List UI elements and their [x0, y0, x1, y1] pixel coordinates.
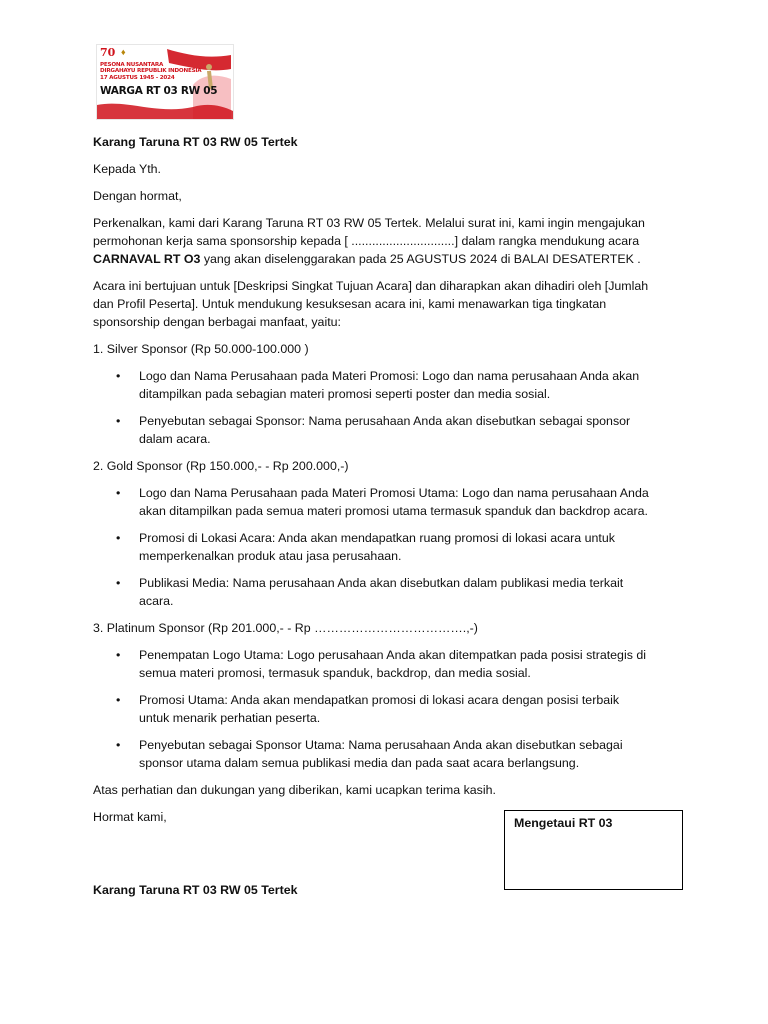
purpose-line: dan Profil Peserta]. Untuk mendukung kesuksesan acara ini, kami menawarkan tiga tingkatan: [93, 297, 607, 311]
benefit-line: Penempatan Logo Utama: Logo perusahaan Anda akan ditempatkan pada posisi strategis di: [139, 648, 646, 662]
tier-heading: 1. Silver Sponsor (Rp 50.000-100.000 ): [93, 342, 309, 356]
intro-line: permohonan kerja sama sponsorship kepada [ ..............................] dalam rangka mendukung acara: [93, 234, 640, 248]
approval-box: [504, 810, 683, 890]
benefit-line: acara.: [139, 594, 174, 608]
benefit-line: akan ditampilkan pada semua materi promosi utama termasuk spanduk dan backdrop acara.: [139, 504, 648, 518]
list-item: [93, 412, 678, 448]
tier-heading: 3. Platinum Sponsor (Rp 201.000,- - Rp ……………………………….,-): [93, 621, 478, 635]
benefit-line: semua materi promosi, termasuk spanduk, backdrop, dan media sosial.: [139, 666, 531, 680]
benefit-line: sponsor utama dalam semua publikasi media dan pada saat acara berlangsung.: [139, 756, 580, 770]
bullet-icon: •: [116, 414, 121, 428]
purpose-line: Acara ini bertujuan untuk [Deskripsi Singkat Tujuan Acara] dan diharapkan akan dihadiri oleh [Jumlah: [93, 279, 649, 293]
bullet-icon: •: [116, 738, 121, 752]
anniversary-logo: 70: [100, 46, 116, 59]
tier-heading: 2. Gold Sponsor (Rp 150.000,- - Rp 200.000,-): [93, 459, 349, 473]
bullet-icon: •: [116, 486, 121, 500]
signature-org: Karang Taruna RT 03 RW 05 Tertek: [93, 883, 298, 897]
tier-benefit-list: [93, 484, 678, 610]
bullet-icon: •: [116, 369, 121, 383]
list-item: [93, 646, 678, 682]
benefit-line: Logo dan Nama Perusahaan pada Materi Promosi: Logo dan nama perusahaan Anda akan: [139, 369, 640, 383]
closing-line: Atas perhatian dan dukungan yang diberikan, kami ucapkan terima kasih.: [93, 783, 496, 797]
regards-line: Hormat kami,: [93, 810, 167, 824]
tier-benefit-list: [93, 646, 678, 772]
recipient-line: Kepada Yth.: [93, 162, 161, 176]
bullet-icon: •: [116, 648, 121, 662]
event-banner: [96, 44, 234, 120]
bullet-icon: •: [116, 576, 121, 590]
garuda-emblem-icon: ♦: [121, 47, 126, 57]
event-name: CARNAVAL RT O3: [93, 252, 201, 266]
banner-line-date: 17 AGUSTUS 1945 - 2024: [100, 75, 175, 81]
purpose-paragraph: [93, 277, 678, 331]
tier-benefit-list: [93, 367, 678, 448]
benefit-line: Penyebutan sebagai Sponsor Utama: Nama perusahaan Anda akan disebutkan sebagai: [139, 738, 623, 752]
intro-line: Perkenalkan, kami dari Karang Taruna RT 03 RW 05 Tertek. Melalui surat ini, kami ingin mengajukan: [93, 216, 645, 230]
benefit-line: Logo dan Nama Perusahaan pada Materi Promosi Utama: Logo dan nama perusahaan Anda: [139, 486, 649, 500]
benefit-line: untuk menarik perhatian peserta.: [139, 711, 321, 725]
benefit-line: dalam acara.: [139, 432, 211, 446]
banner-title: WARGA RT 03 RW 05: [100, 85, 218, 97]
approval-label: Mengetaui RT 03: [514, 816, 613, 830]
greeting: Dengan hormat,: [93, 189, 182, 203]
bullet-icon: •: [116, 693, 121, 707]
benefit-line: Promosi Utama: Anda akan mendapatkan promosi di lokasi acara dengan posisi terbaik: [139, 693, 620, 707]
banner-line-greeting: DIRGAHAYU REPUBLIK INDONESIA: [100, 68, 202, 74]
bullet-icon: •: [116, 531, 121, 545]
purpose-line: sponsorship dengan berbagai manfaat, yaitu:: [93, 315, 341, 329]
benefit-line: Penyebutan sebagai Sponsor: Nama perusahaan Anda akan disebutkan sebagai sponsor: [139, 414, 631, 428]
intro-line-rest: yang akan diselenggarakan pada 25 AGUSTUS 2024 di BALAI DESATERTEK .: [200, 252, 641, 266]
benefit-line: memperkenalkan produk atau jasa perusahaan.: [139, 549, 402, 563]
benefit-line: ditampilkan pada sebagian materi promosi seperti poster dan media sosial.: [139, 387, 551, 401]
list-item: [93, 574, 678, 610]
benefit-line: Publikasi Media: Nama perusahaan Anda akan disebutkan dalam publikasi media terkait: [139, 576, 624, 590]
intro-line: [93, 250, 678, 268]
benefit-line: Promosi di Lokasi Acara: Anda akan mendapatkan ruang promosi di lokasi acara untuk: [139, 531, 615, 545]
list-item: [93, 736, 678, 772]
sender-heading: Karang Taruna RT 03 RW 05 Tertek: [93, 135, 298, 149]
list-item: [93, 529, 678, 565]
banner-line-theme: PESONA NUSANTARA: [100, 62, 164, 68]
list-item: [93, 367, 678, 403]
list-item: [93, 691, 678, 727]
intro-paragraph: [93, 214, 678, 268]
banner-decoration: [97, 45, 233, 119]
list-item: [93, 484, 678, 520]
